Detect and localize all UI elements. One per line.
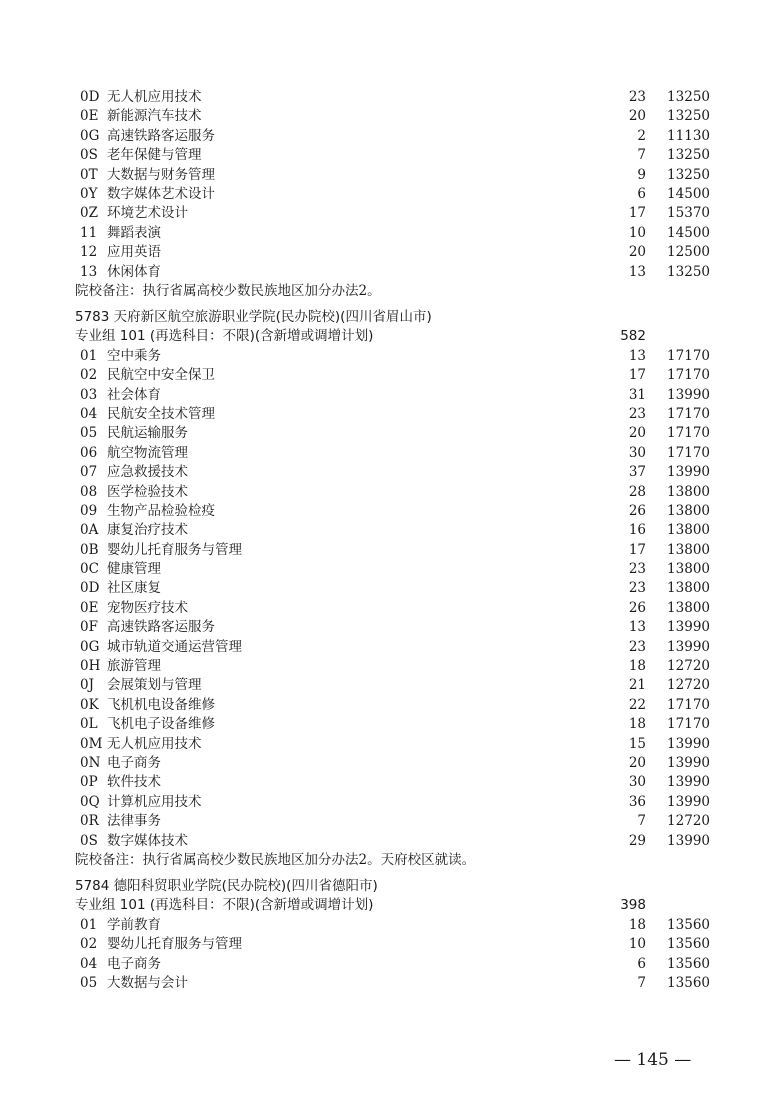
- major-name: 舞蹈表演: [107, 224, 161, 241]
- major-code: 0G: [80, 638, 100, 655]
- tuition-fee: 13560: [667, 936, 710, 953]
- major-row: [0, 444, 777, 463]
- major-row: [0, 107, 777, 126]
- major-row: [0, 916, 777, 935]
- plan-count: 6: [637, 955, 646, 972]
- major-name: 康复治疗技术: [107, 522, 188, 539]
- major-row: [0, 146, 777, 165]
- major-name: 城市轨道交通运营管理: [107, 638, 242, 655]
- major-name: 环境艺术设计: [107, 205, 188, 222]
- tuition-fee: 17170: [667, 347, 710, 364]
- plan-count: 18: [628, 716, 646, 733]
- tuition-fee: 13990: [667, 735, 710, 752]
- major-code: 0C: [80, 561, 99, 578]
- plan-count: 30: [628, 444, 646, 461]
- plan-count: 23: [628, 89, 646, 105]
- major-row: [0, 754, 777, 773]
- plan-count: 18: [628, 916, 646, 933]
- major-code: 01: [80, 916, 98, 933]
- major-group-total: 398: [620, 897, 646, 914]
- tuition-fee: 13560: [667, 955, 710, 972]
- major-code: 13: [80, 263, 98, 280]
- page-number: — 145 —: [614, 1050, 692, 1070]
- tuition-fee: 17170: [667, 367, 710, 384]
- major-code: 0E: [80, 599, 99, 616]
- major-name: 飞机电子设备维修: [107, 716, 215, 733]
- major-name: 空中乘务: [107, 347, 161, 364]
- plan-count: 16: [628, 522, 646, 539]
- major-row: [0, 638, 777, 657]
- tuition-fee: 13250: [667, 108, 710, 125]
- major-name: 民航空中安全保卫: [107, 367, 215, 384]
- major-row: [0, 166, 777, 185]
- plan-count: 23: [628, 561, 646, 578]
- tuition-fee: 13250: [667, 263, 710, 280]
- major-row: [0, 793, 777, 812]
- major-code: 05: [80, 425, 98, 442]
- major-row: [0, 541, 777, 560]
- major-code: 0L: [80, 716, 98, 733]
- major-name: 休闲体育: [107, 263, 161, 280]
- plan-count: 21: [628, 677, 646, 694]
- tuition-fee: 13990: [667, 638, 710, 655]
- major-row: [0, 386, 777, 405]
- major-code: 0A: [80, 522, 99, 539]
- tuition-fee: 14500: [667, 224, 710, 241]
- plan-count: 20: [628, 754, 646, 771]
- major-group-header: [0, 896, 777, 915]
- plan-count: 23: [628, 405, 646, 422]
- major-row: [0, 579, 777, 598]
- tuition-fee: 13990: [667, 832, 710, 849]
- tuition-fee: 13250: [667, 147, 710, 164]
- tuition-fee: 12720: [667, 813, 710, 830]
- plan-count: 13: [628, 347, 646, 364]
- major-name: 数字媒体技术: [107, 832, 188, 849]
- school-section-5783: [0, 308, 777, 870]
- major-name: 法律事务: [107, 813, 161, 830]
- plan-count: 18: [628, 658, 646, 675]
- major-name: 社区康复: [107, 580, 161, 597]
- major-code: 0F: [80, 619, 98, 636]
- major-row: [0, 88, 777, 107]
- major-name: 应急救援技术: [107, 464, 188, 481]
- major-code: 0H: [80, 658, 101, 675]
- tuition-fee: 13990: [667, 793, 710, 810]
- tuition-fee: 13800: [667, 580, 710, 597]
- major-code: 0D: [80, 89, 100, 105]
- major-row: [0, 263, 777, 282]
- major-name: 电子商务: [107, 955, 161, 972]
- major-name: 电子商务: [107, 754, 161, 771]
- plan-count: 23: [628, 580, 646, 597]
- major-code: 11: [80, 224, 98, 241]
- major-row: [0, 185, 777, 204]
- major-code: 0Z: [80, 205, 98, 222]
- major-row: [0, 463, 777, 482]
- section-continued: [0, 88, 777, 301]
- tuition-fee: 13560: [667, 974, 710, 991]
- plan-count: 13: [628, 619, 646, 636]
- major-name: 老年保健与管理: [107, 147, 202, 164]
- major-code: 04: [80, 955, 98, 972]
- major-row: [0, 812, 777, 831]
- major-row: [0, 560, 777, 579]
- major-row: [0, 676, 777, 695]
- plan-count: 22: [628, 696, 646, 713]
- tuition-fee: 14500: [667, 185, 710, 202]
- major-code: 12: [80, 244, 98, 261]
- major-row: [0, 618, 777, 637]
- major-row: [0, 974, 777, 993]
- plan-count: 20: [628, 425, 646, 442]
- major-list: [0, 916, 777, 994]
- major-code: 0P: [80, 774, 98, 791]
- major-code: 02: [80, 367, 98, 384]
- major-code: 0K: [80, 696, 99, 713]
- plan-count: 17: [628, 541, 646, 558]
- major-name: 婴幼儿托育服务与管理: [107, 936, 242, 953]
- plan-count: 7: [637, 813, 646, 830]
- major-code: 0G: [80, 127, 100, 144]
- major-row: [0, 715, 777, 734]
- tuition-fee: 17170: [667, 425, 710, 442]
- school-note: 院校备注：执行省属高校少数民族地区加分办法2。天府校区就读。: [75, 851, 476, 868]
- tuition-fee: 13800: [667, 502, 710, 519]
- major-group-total: 582: [620, 328, 646, 345]
- major-name: 民航运输服务: [107, 425, 188, 442]
- plan-count: 20: [628, 108, 646, 125]
- tuition-fee: 13800: [667, 483, 710, 500]
- plan-count: 26: [628, 502, 646, 519]
- major-row: [0, 366, 777, 385]
- major-name: 大数据与财务管理: [107, 166, 215, 183]
- major-row: [0, 935, 777, 954]
- tuition-fee: 13250: [667, 89, 710, 105]
- major-group-label: 专业组 101 (再选科目：不限)(含新增或调增计划): [75, 897, 374, 914]
- major-name: 高速铁路客运服务: [107, 127, 215, 144]
- major-code: 03: [80, 386, 98, 403]
- major-list: [0, 88, 777, 282]
- major-code: 0Q: [80, 793, 100, 810]
- major-row: [0, 955, 777, 974]
- major-code: 02: [80, 936, 98, 953]
- tuition-fee: 13800: [667, 541, 710, 558]
- major-name: 民航安全技术管理: [107, 405, 215, 422]
- major-code: 08: [80, 483, 98, 500]
- major-row: [0, 204, 777, 223]
- major-row: [0, 521, 777, 540]
- major-name: 婴幼儿托育服务与管理: [107, 541, 242, 558]
- plan-count: 23: [628, 638, 646, 655]
- major-name: 无人机应用技术: [107, 735, 202, 752]
- major-code: 0Y: [80, 185, 98, 202]
- tuition-fee: 13990: [667, 774, 710, 791]
- tuition-fee: 13990: [667, 754, 710, 771]
- plan-count: 15: [628, 735, 646, 752]
- major-code: 04: [80, 405, 98, 422]
- school-note: 院校备注：执行省属高校少数民族地区加分办法2。: [75, 282, 381, 299]
- major-code: 0B: [80, 541, 99, 558]
- tuition-fee: 11130: [667, 127, 710, 144]
- major-code: 0D: [80, 580, 100, 597]
- major-group-header: [0, 327, 777, 346]
- school-title: 5783 天府新区航空旅游职业学院(民办院校)(四川省眉山市): [75, 309, 432, 325]
- major-name: 学前教育: [107, 916, 161, 933]
- major-code: 0R: [80, 813, 99, 830]
- major-name: 健康管理: [107, 561, 161, 578]
- tuition-fee: 17170: [667, 716, 710, 733]
- tuition-fee: 12720: [667, 677, 710, 694]
- major-name: 无人机应用技术: [107, 89, 202, 105]
- major-name: 航空物流管理: [107, 444, 188, 461]
- major-name: 飞机机电设备维修: [107, 696, 215, 713]
- major-row: [0, 773, 777, 792]
- major-name: 大数据与会计: [107, 974, 188, 991]
- major-row: [0, 127, 777, 146]
- school-title: 5784 德阳科贸职业学院(民办院校)(四川省德阳市): [75, 878, 378, 894]
- plan-count: 31: [628, 386, 646, 403]
- major-code: 06: [80, 444, 98, 461]
- plan-count: 13: [628, 263, 646, 280]
- major-code: 0E: [80, 108, 99, 125]
- major-name: 会展策划与管理: [107, 677, 202, 694]
- major-name: 软件技术: [107, 774, 161, 791]
- plan-count: 17: [628, 367, 646, 384]
- plan-count: 20: [628, 244, 646, 261]
- plan-count: 2: [637, 127, 646, 144]
- plan-count: 28: [628, 483, 646, 500]
- tuition-fee: 13250: [667, 166, 710, 183]
- school-section-5784: [0, 877, 777, 993]
- tuition-fee: 13560: [667, 916, 710, 933]
- major-code: 09: [80, 502, 98, 519]
- major-row: [0, 657, 777, 676]
- plan-count: 36: [628, 793, 646, 810]
- plan-count: 7: [637, 974, 646, 991]
- tuition-fee: 12500: [667, 244, 710, 261]
- plan-count: 29: [628, 832, 646, 849]
- major-name: 宠物医疗技术: [107, 599, 188, 616]
- tuition-fee: 13990: [667, 619, 710, 636]
- plan-count: 26: [628, 599, 646, 616]
- major-name: 生物产品检验检疫: [107, 502, 215, 519]
- major-code: 0S: [80, 832, 98, 849]
- major-name: 医学检验技术: [107, 483, 188, 500]
- major-row: [0, 832, 777, 851]
- plan-count: 10: [628, 936, 646, 953]
- major-group-label: 专业组 101 (再选科目：不限)(含新增或调增计划): [75, 328, 374, 345]
- major-list: [0, 347, 777, 851]
- major-code: 05: [80, 974, 98, 991]
- major-row: [0, 735, 777, 754]
- major-row: [0, 405, 777, 424]
- plan-count: 6: [637, 185, 646, 202]
- major-row: [0, 347, 777, 366]
- tuition-fee: 13800: [667, 522, 710, 539]
- tuition-fee: 13990: [667, 386, 710, 403]
- major-name: 数字媒体艺术设计: [107, 185, 215, 202]
- plan-count: 7: [637, 147, 646, 164]
- major-name: 应用英语: [107, 244, 161, 261]
- plan-count: 30: [628, 774, 646, 791]
- major-name: 高速铁路客运服务: [107, 619, 215, 636]
- plan-count: 37: [628, 464, 646, 481]
- major-code: 0S: [80, 147, 98, 164]
- major-name: 新能源汽车技术: [107, 108, 202, 125]
- major-code: 07: [80, 464, 98, 481]
- tuition-fee: 13800: [667, 561, 710, 578]
- major-row: [0, 696, 777, 715]
- plan-count: 17: [628, 205, 646, 222]
- major-code: 0M: [80, 735, 103, 752]
- tuition-fee: 17170: [667, 696, 710, 713]
- major-name: 旅游管理: [107, 658, 161, 675]
- tuition-fee: 15370: [667, 205, 710, 222]
- major-code: 01: [80, 347, 98, 364]
- major-row: [0, 243, 777, 262]
- major-row: [0, 483, 777, 502]
- tuition-fee: 13990: [667, 464, 710, 481]
- major-name: 社会体育: [107, 386, 161, 403]
- tuition-fee: 13800: [667, 599, 710, 616]
- major-code: 0J: [80, 677, 95, 694]
- major-code: 0N: [80, 754, 101, 771]
- tuition-fee: 17170: [667, 405, 710, 422]
- major-row: [0, 502, 777, 521]
- major-row: [0, 224, 777, 243]
- tuition-fee: 17170: [667, 444, 710, 461]
- tuition-fee: 12720: [667, 658, 710, 675]
- major-code: 0T: [80, 166, 98, 183]
- major-row: [0, 424, 777, 443]
- major-row: [0, 599, 777, 618]
- major-name: 计算机应用技术: [107, 793, 202, 810]
- plan-count: 9: [637, 166, 646, 183]
- plan-count: 10: [628, 224, 646, 241]
